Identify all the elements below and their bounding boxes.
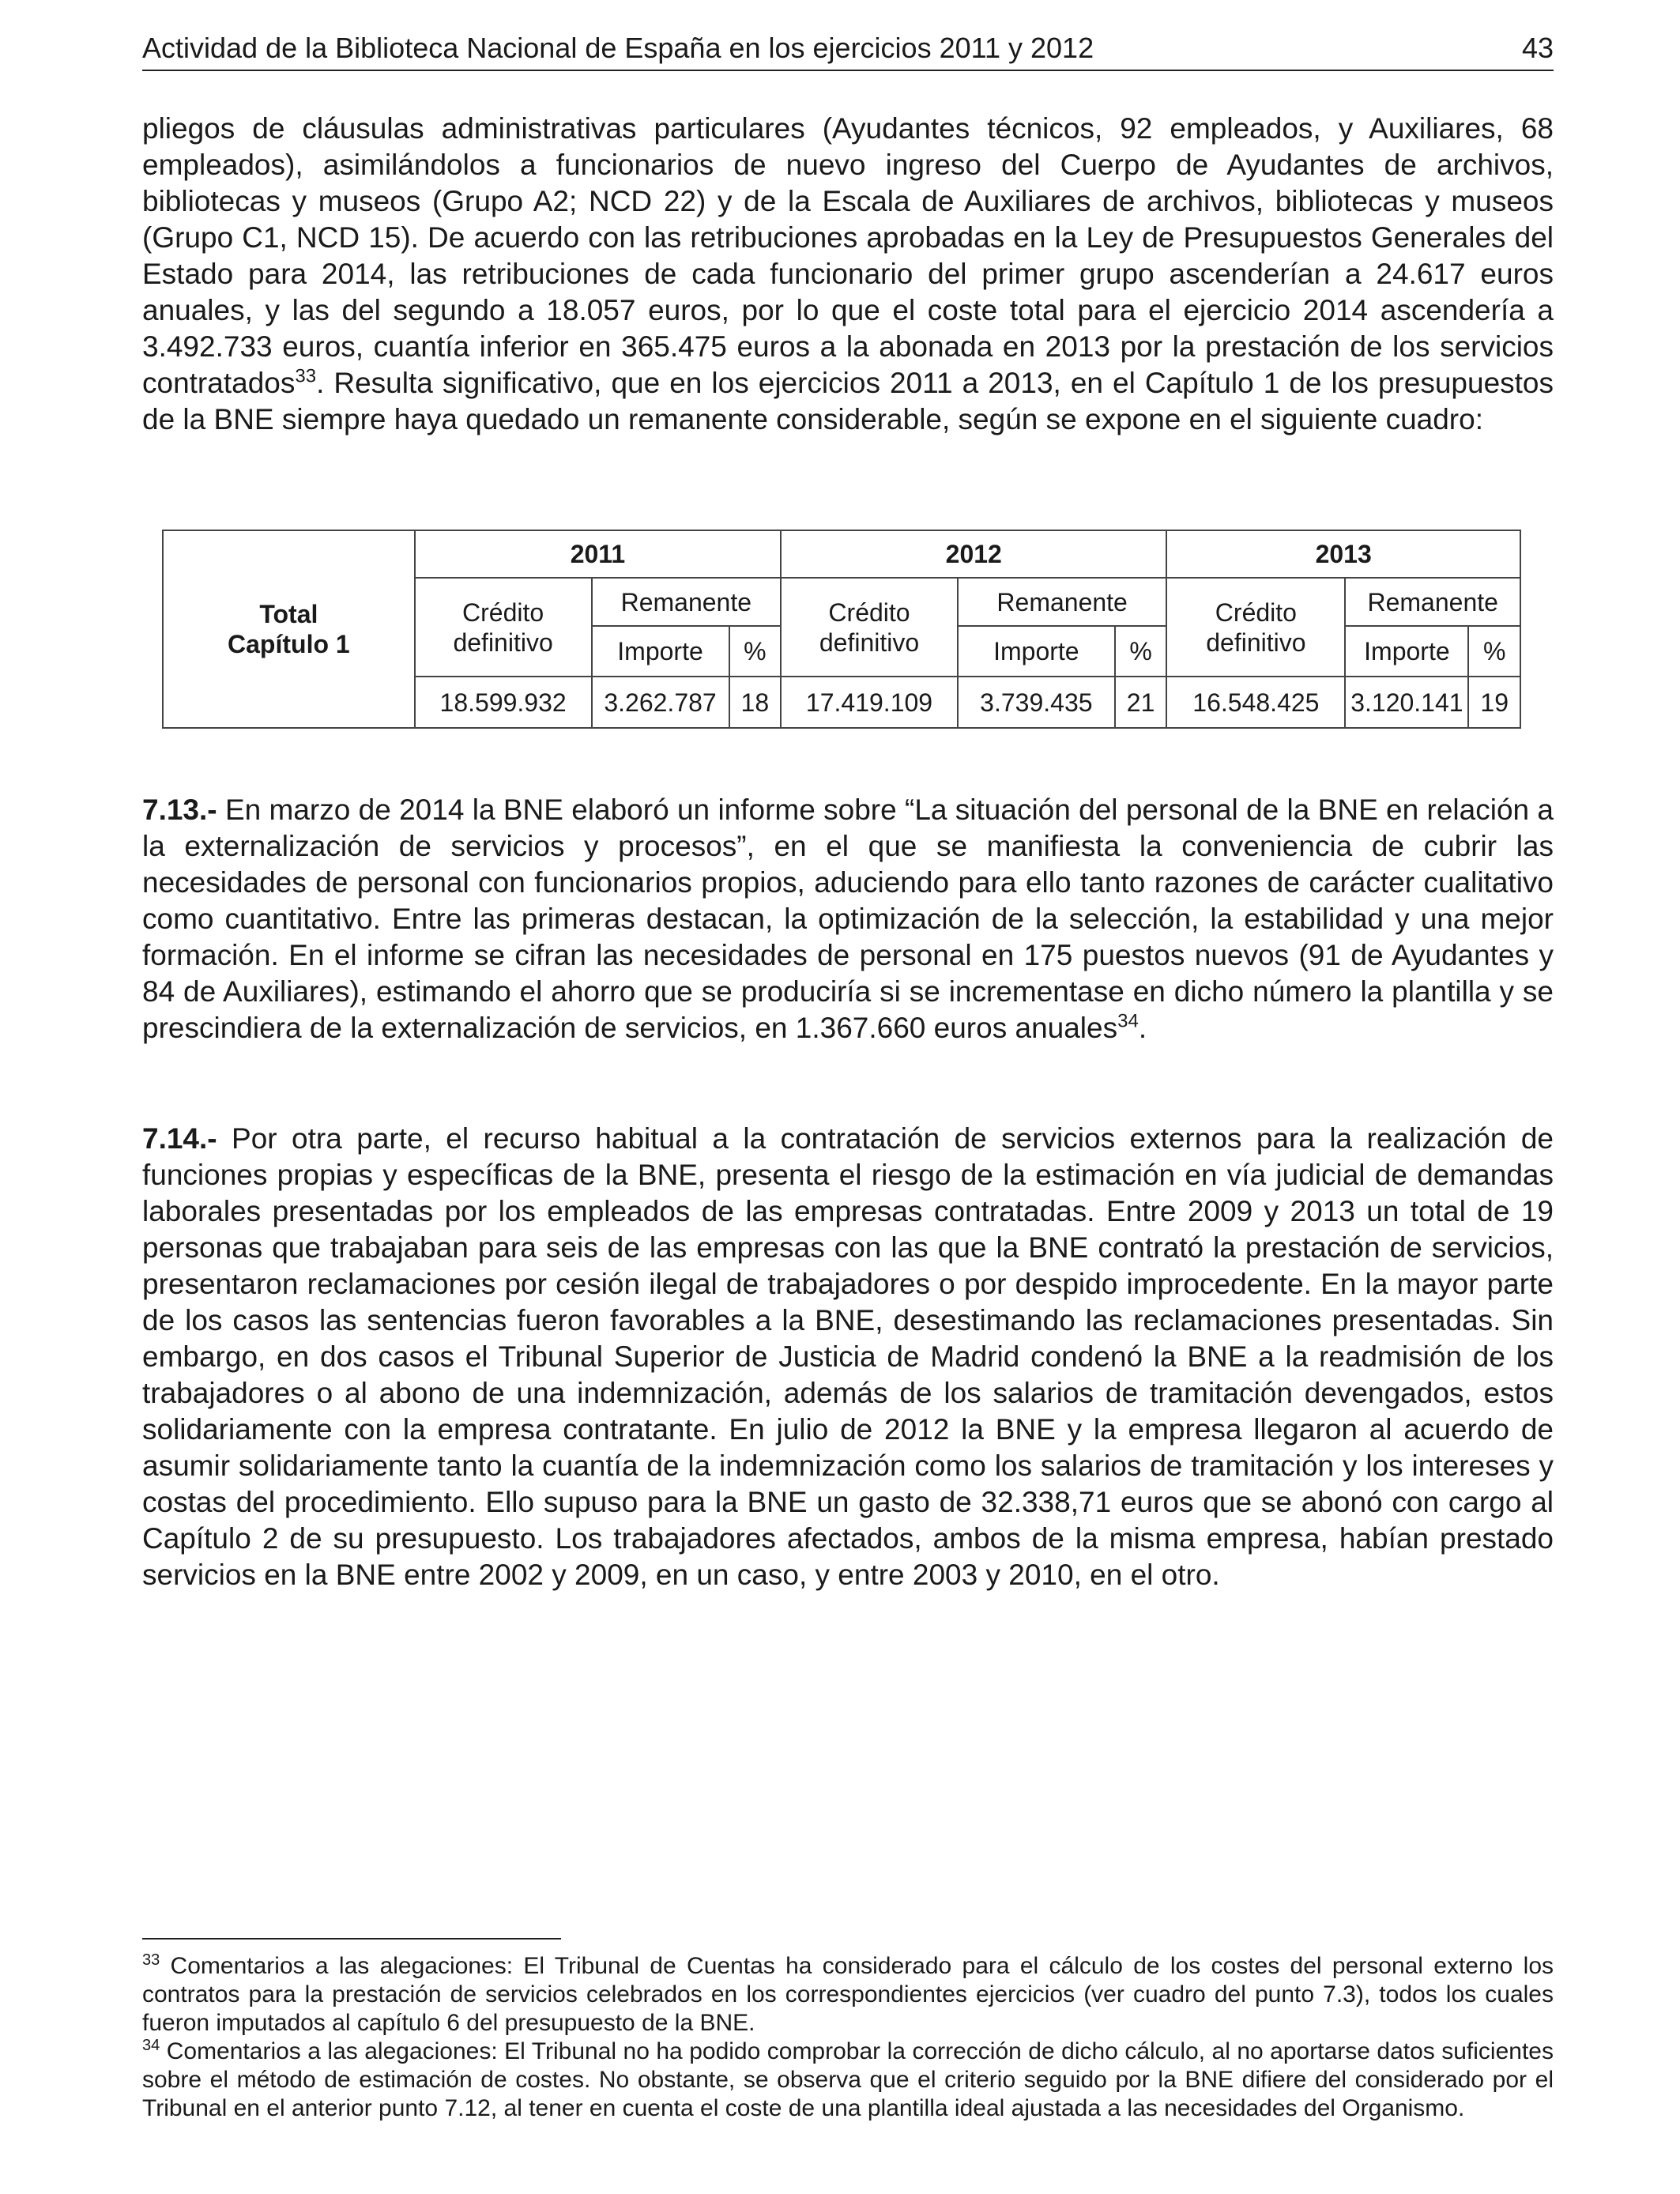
footnote-number: 33 [142, 1951, 160, 1969]
credito-value-2011: 18.599.932 [415, 677, 592, 728]
footnote-34 [142, 2038, 1554, 2123]
footnote-number: 34 [142, 2037, 160, 2054]
intro-paragraph [142, 111, 1554, 438]
credito-value-2012: 17.419.109 [781, 677, 958, 728]
year-header-2011: 2011 [415, 530, 781, 578]
paragraph-number: 7.14.- [142, 1122, 217, 1155]
page-number: 43 [1521, 32, 1554, 64]
paragraph-7-13 [142, 792, 1554, 1046]
remanente-header-2013: Remanente [1345, 578, 1520, 625]
importe-value-2011: 3.262.787 [592, 677, 729, 728]
credito-header-2012: Crédito definitivo [781, 578, 958, 677]
credito-value-2013: 16.548.425 [1166, 677, 1345, 728]
year-header-2012: 2012 [781, 530, 1166, 578]
importe-value-2012: 3.739.435 [958, 677, 1115, 728]
paragraph-text: En marzo de 2014 la BNE elaboró un informe sobre “La situación del personal de la BNE en relación a la externalización de servicios y procesos”, en el que se manifiesta la conveniencia de cubrir las necesidades de personal con funcionarios propios, aduciendo para ello tanto razones de carácter cualitativo como cuantitativo. Entre las primeras destacan, la optimización de la selección, la estabilidad y una mejor formación. En el informe se cifran las necesidades de personal en 175 puestos nuevos (91 de Ayudantes y 84 de Auxiliares), estimando el ahorro que se produciría si se incrementase en dicho número la plantilla y se prescindiera de la externalización de servicios, en 1.367.660 euros anuales [142, 794, 1554, 1044]
importe-header-2011: Importe [592, 626, 729, 677]
importe-header-2013: Importe [1345, 626, 1468, 677]
importe-value-2013: 3.120.141 [1345, 677, 1468, 728]
footnote-separator [142, 1938, 561, 1940]
credito-header-2013: Crédito definitivo [1166, 578, 1345, 677]
footnote-text: Comentarios a las alegaciones: El Tribunal de Cuentas ha considerado para el cálculo de los costes del personal externo los contratos para la prestación de servicios celebrados en los correspondientes ejercicios (ver cuadro del punto 7.3), todos los cuales fueron imputados al capítulo 6 del presupuesto de la BNE. [142, 1953, 1554, 2036]
percent-value-2013: 19 [1468, 677, 1520, 728]
percent-header-2012: % [1115, 626, 1167, 677]
importe-header-2012: Importe [958, 626, 1115, 677]
percent-header-2011: % [729, 626, 782, 677]
intro-text-part-1: pliegos de cláusulas administrativas particulares (Ayudantes técnicos, 92 empleados, y Auxiliares, 68 empleados), asimilándolos a funcionarios de nuevo ingreso del Cuerpo de Ayudantes de archivos, bibliotecas y museos (Grupo A2; NCD 22) y de la Escala de Auxiliares de archivos, bibliotecas y museos (Grupo C1, NCD 15). De acuerdo con las retribuciones aprobadas en la Ley de Presupuestos Generales del Estado para 2014, las retribuciones de cada funcionario del primer grupo ascenderían a 24.617 euros anuales, y las del segundo a 18.057 euros, por lo que el coste total para el ejercicio 2014 ascendería a 3.492.733 euros, cuantía inferior en 365.475 euros a la abonada en 2013 por la prestación de los servicios contratados [142, 112, 1554, 399]
credito-header-2011: Crédito definitivo [415, 578, 592, 677]
paragraph-text: Por otra parte, el recurso habitual a la contratación de servicios externos para la realización de funciones propias y específicas de la BNE, presenta el riesgo de la estimación en vía judicial de demandas laborales presentadas por los empleados de las empresas contratadas. Entre 2009 y 2013 un total de 19 personas que trabajaban para seis de las empresas con las que la BNE contrató la prestación de servicios, presentaron reclamaciones por cesión ilegal de trabajadores o por despido improcedente. En la mayor parte de los casos las sentencias fueron favorables a la BNE, desestimando las reclamaciones presentadas. Sin embargo, en dos casos el Tribunal Superior de Justicia de Madrid condenó la BNE a la readmisión de los trabajadores o al abono de una indemnización, además de los salarios de tramitación devengados, estos solidariamente con la empresa contratante. En julio de 2012 la BNE y la empresa llegaron al acuerdo de asumir solidariamente tanto la cuantía de la indemnización como los salarios de tramitación y los intereses y costas del procedimiento. Ello supuso para la BNE un gasto de 32.338,71 euros que se abonó con cargo al Capítulo 2 de su presupuesto. Los trabajadores afectados, ambos de la misma empresa, habían prestado servicios en la BNE entre 2002 y 2009, en un caso, y entre 2003 y 2010, en el otro. [142, 1122, 1554, 1591]
footnote-text: Comentarios a las alegaciones: El Tribunal no ha podido comprobar la corrección de dicho cálculo, al no aportarse datos suficientes sobre el método de estimación de costes. No obstante, se observa que el criterio seguido por la BNE difiere del considerado por el Tribunal en el anterior punto 7.12, al tener en cuenta el coste de una plantilla ideal ajustada a las necesidades del Organismo. [142, 2038, 1554, 2121]
intro-text-part-2: . Resulta significativo, que en los ejercicios 2011 a 2013, en el Capítulo 1 de los presupuestos de la BNE siempre haya quedado un remanente considerable, según se expone en el siguiente cuadro: [142, 367, 1554, 435]
row-header-total-capitulo-1: Total Capítulo 1 [163, 530, 415, 728]
year-header-2013: 2013 [1166, 530, 1520, 578]
percent-value-2011: 18 [729, 677, 782, 728]
running-title: Actividad de la Biblioteca Nacional de España en los ejercicios 2011 y 2012 [142, 32, 1094, 64]
paragraph-7-14 [142, 1121, 1554, 1593]
footnotes [142, 1952, 1554, 2123]
footnote-ref-33[interactable]: 33 [295, 365, 317, 387]
paragraph-end: . [1138, 1012, 1147, 1044]
paragraph-number: 7.13.- [142, 794, 217, 826]
remanente-header-2012: Remanente [958, 578, 1166, 625]
percent-value-2012: 21 [1115, 677, 1167, 728]
footnote-33 [142, 1952, 1554, 2038]
capitulo-1-table [162, 530, 1521, 729]
footnote-ref-34[interactable]: 34 [1117, 1010, 1139, 1032]
percent-header-2013: % [1468, 626, 1520, 677]
page-header [142, 30, 1554, 71]
remanente-header-2011: Remanente [592, 578, 782, 625]
